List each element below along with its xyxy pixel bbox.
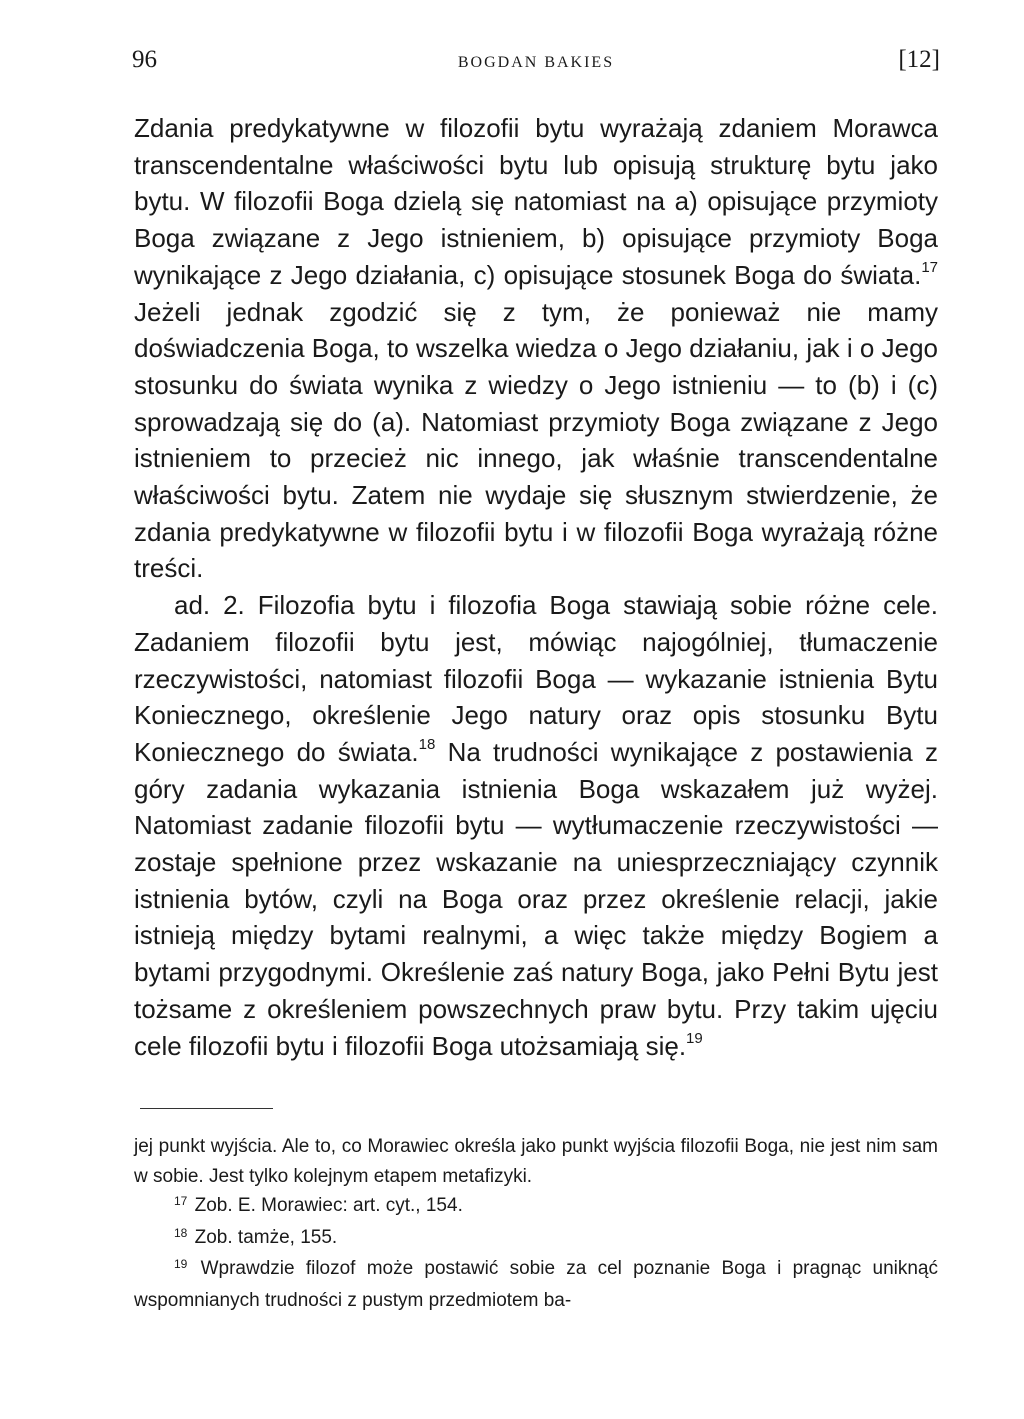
paragraph-2-text-a: ad. 2. Filozofia bytu i filozofia Boga stawiają sobie różne cele. Zadaniem filozofii bytu jest, mówiąc najogólniej, tłumaczenie rzeczywistości, natomiast filozofii Boga — wykazanie istnienia Bytu Koniecznego, określenie Jego natury oraz opis stosunku Bytu Koniecznego do świata. — [134, 590, 938, 767]
footnote-17-text: Zob. E. Morawiec: art. cyt., 154. — [189, 1195, 463, 1216]
footnote-19 — [134, 1254, 938, 1315]
footnote-18-text: Zob. tamże, 155. — [189, 1226, 338, 1248]
paragraph-2-text-b: Na trudności wynikające z postawienia z góry zadania wykazania istnienia Boga wskazałem już wyżej. Natomiast zadanie filozofii bytu — wytłumaczenie rzeczywistości — zostaje spełnione przez wskazanie na uniesprzeczniający czynnik istnienia bytów, czyli na Boga oraz przez określenie relacji, jakie istnieją między bytami realnymi, a więc także między Bogiem a bytami przygodnymi. Określenie zaś natury Boga, jako Pełni Bytu jest tożsame z określeniem powszechnych praw bytu. Przy takim ujęciu cele filozofii bytu i filozofii Boga utożsamiają się. — [134, 736, 938, 1061]
footnote-19-number: 19 — [174, 1257, 188, 1271]
running-head: BOGDAN BAKIES — [457, 54, 615, 71]
footnote-19-text: Wprawdzie filozof może postawić sobie za cel poznanie Boga i pragnąc uniknąć wspomnianych trudności z pustym przedmiotem ba- — [134, 1258, 938, 1311]
footnote-ref-17: 17 — [921, 259, 938, 277]
footnote-18-number: 18 — [174, 1225, 188, 1240]
footnote-continuation: jej punkt wyjścia. Ale to, co Morawiec określa jako punkt wyjścia filozofii Boga, nie jest nim sam w sobie. Jest tylko kolejnym etapem metafizyki. — [134, 1136, 938, 1187]
footnotes — [134, 1132, 938, 1315]
footnote-17 — [134, 1191, 938, 1223]
footnote-ref-19: 19 — [686, 1029, 703, 1047]
main-text — [134, 110, 938, 1064]
paragraph-1 — [134, 110, 938, 587]
section-number: [12] — [898, 46, 940, 73]
paragraph-1-text-a: Zdania predykatywne w filozofii bytu wyrażają zdaniem Morawca transcendentalne właściwości bytu lub opisują strukturę bytu jako bytu. W filozofii Boga dzielą się natomiast na a) opisujące przymioty Boga związane z Jego istnieniem, b) opisujące przymioty Boga wynikające z Jego działania, c) opisujące stosunek Boga do świata. — [134, 113, 938, 290]
footnote-ref-18: 18 — [418, 736, 436, 754]
paragraph-2 — [134, 587, 938, 1064]
paragraph-1-text-b: Jeżeli jednak zgodzić się z tym, że ponieważ nie mamy doświadczenia Boga, to wszelka wiedza o Jego działaniu, jak i o Jego stosunku do świata wynika z wiedzy o Jego istnieniu — to (b) i (c) sprowadzają się do (a). Natomiast przymioty Boga związane z Jego istnieniem to przecież nic innego, jak właśnie transcendentalne właściwości bytu. Zatem nie wydaje się słusznym stwierdzenie, że zdania predykatywne w filozofii bytu i w filozofii Boga wyrażają różne treści. — [134, 296, 938, 584]
page-number: 96 — [132, 46, 157, 73]
footnote-18 — [134, 1223, 938, 1255]
page-header — [132, 46, 940, 82]
footnote-17-number: 17 — [174, 1194, 188, 1208]
footnote-divider — [140, 1108, 273, 1109]
